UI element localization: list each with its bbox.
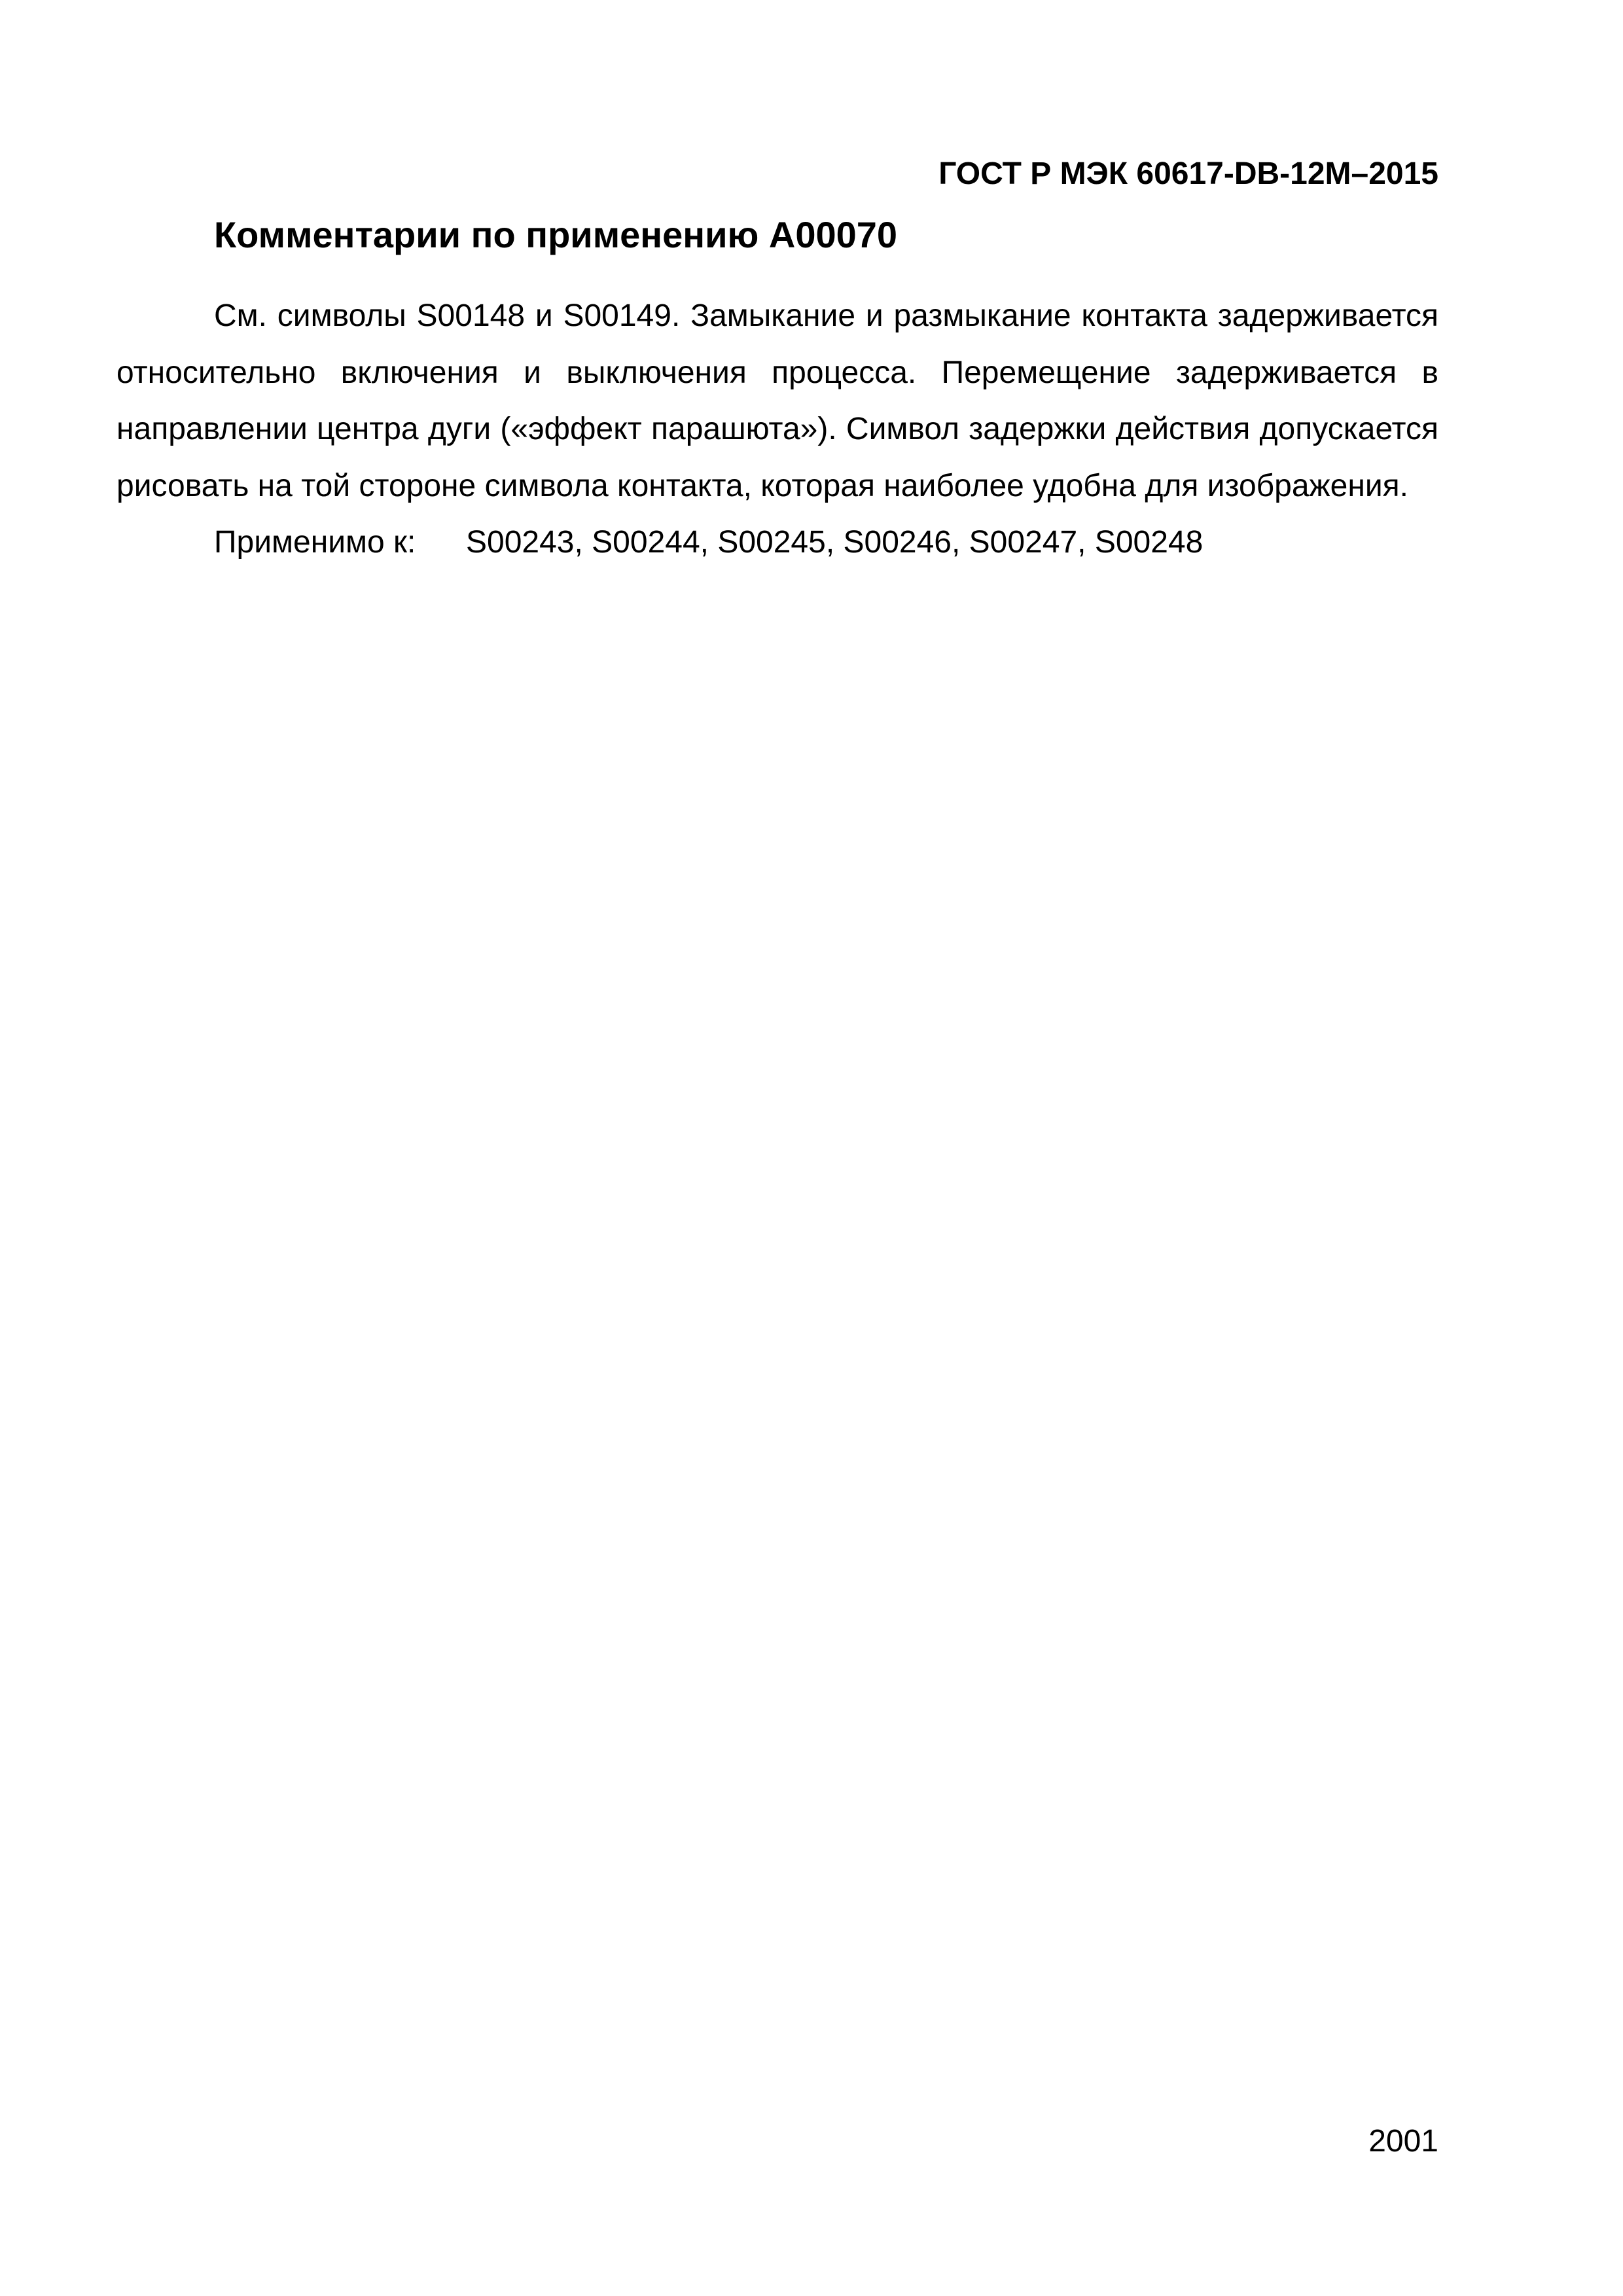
applies-to-label: Применимо к: <box>214 525 416 560</box>
body-text <box>116 288 1438 571</box>
section-title: Комментарии по применению A00070 <box>214 214 898 255</box>
page-number: 2001 <box>1368 2124 1438 2159</box>
comment-paragraph: См. символы S00148 и S00149. Замыкание и размыкание контакта задерживается относительно включения и выключения процесса. Перемещение задерживается в направлении центра дуги («эффект парашюта»). Символ задержки действия допускается рисовать на той стороне символа контакта, которая наиболее удобна для изображения. <box>116 298 1438 503</box>
document-code-header: ГОСТ Р МЭК 60617-DB-12M–2015 <box>938 156 1438 191</box>
applies-to-values: S00243, S00244, S00245, S00246, S00247, S00248 <box>466 525 1204 560</box>
applies-to-line <box>116 514 1438 571</box>
